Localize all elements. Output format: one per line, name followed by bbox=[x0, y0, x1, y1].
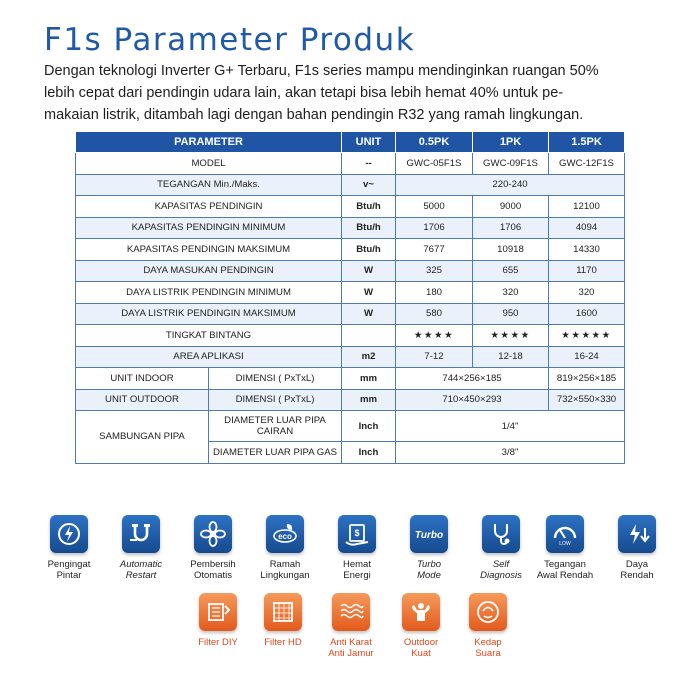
row-param: KAPASITAS PENDINGIN MAKSIMUM bbox=[76, 239, 342, 261]
header-parameter: PARAMETER bbox=[76, 132, 342, 153]
row-param: DAYA LISTRIK PENDINGIN MINIMUM bbox=[76, 282, 342, 304]
smart-reminder-icon bbox=[50, 515, 88, 553]
strong-outdoor-icon bbox=[402, 593, 440, 631]
low-power-icon bbox=[618, 515, 656, 553]
table-row bbox=[76, 282, 625, 304]
table-row-pipe-liquid bbox=[76, 411, 625, 442]
filter-hd-icon bbox=[264, 593, 302, 631]
feature-turbo-mode bbox=[396, 515, 462, 581]
pipe-label: SAMBUNGAN PIPA bbox=[76, 411, 209, 464]
feature-label: Kedap Suara bbox=[474, 637, 502, 659]
indoor-dimension-large: 819×256×185 bbox=[549, 368, 625, 390]
row-param: TEGANGAN Min./Maks. bbox=[76, 174, 342, 196]
feature-filter-hd bbox=[250, 593, 316, 648]
filter-diy-icon bbox=[199, 593, 237, 631]
row-value-05pk: 1706 bbox=[396, 217, 473, 239]
indoor-dimension-label: DIMENSI ( PxTxL) bbox=[209, 368, 342, 390]
feature-pembersih-otomatis bbox=[180, 515, 246, 581]
indoor-dimension-small: 744×256×185 bbox=[396, 368, 549, 390]
intro-line-3: makaian listrik, ditambah lagi dengan bahan pendingin R32 yang ramah lingkungan. bbox=[44, 107, 584, 123]
intro-line-2: lebih cepat dari pendingin udara lain, akan tetapi bisa lebih hemat 40% untuk pe- bbox=[44, 85, 564, 101]
table-row bbox=[76, 196, 625, 218]
feature-label: Outdoor Kuat bbox=[403, 637, 439, 659]
row-unit: Btu/h bbox=[342, 217, 396, 239]
outdoor-dimension-small: 710×450×293 bbox=[396, 389, 549, 411]
row-value-1pk: 950 bbox=[473, 303, 549, 325]
row-value-15pk: 1170 bbox=[549, 260, 625, 282]
header-05pk: 0.5PK bbox=[396, 132, 473, 153]
feature-label: Automatic Restart bbox=[119, 559, 163, 581]
row-value-1pk: 10918 bbox=[473, 239, 549, 261]
feature-label: Anti Karat Anti Jamur bbox=[328, 637, 374, 659]
row-param: KAPASITAS PENDINGIN bbox=[76, 196, 342, 218]
table-header-row bbox=[76, 132, 625, 153]
row-unit: W bbox=[342, 282, 396, 304]
row-unit: -- bbox=[342, 153, 396, 175]
row-value-15pk: 16-24 bbox=[549, 346, 625, 368]
row-value-15pk: 14330 bbox=[549, 239, 625, 261]
table-row bbox=[76, 325, 625, 347]
turbo-icon-text: Turbo bbox=[415, 530, 443, 541]
star-rating-15pk: ★★★★★ bbox=[549, 325, 625, 347]
table-row bbox=[76, 174, 625, 196]
row-param: KAPASITAS PENDINGIN MINIMUM bbox=[76, 217, 342, 239]
energy-save-icon bbox=[338, 515, 376, 553]
feature-self-diagnosis bbox=[468, 515, 534, 581]
pipe-liquid-label: DIAMETER LUAR PIPA CAIRAN bbox=[209, 411, 342, 442]
row-unit: v~ bbox=[342, 174, 396, 196]
row-value-05pk: 7-12 bbox=[396, 346, 473, 368]
row-value-05pk: 180 bbox=[396, 282, 473, 304]
row-value-15pk: 12100 bbox=[549, 196, 625, 218]
feature-hemat-energi bbox=[324, 515, 390, 581]
feature-tegangan-awal-rendah bbox=[532, 515, 598, 581]
row-value-1pk: GWC-09F1S bbox=[473, 153, 549, 175]
row-value-05pk: 7677 bbox=[396, 239, 473, 261]
row-value-1pk: 12-18 bbox=[473, 346, 549, 368]
row-value-15pk: 1600 bbox=[549, 303, 625, 325]
stethoscope-icon bbox=[482, 515, 520, 553]
pipe-gas-value: 3/8" bbox=[396, 442, 625, 464]
row-value-merged: 220-240 bbox=[396, 174, 625, 196]
fan-clean-icon bbox=[194, 515, 232, 553]
indoor-label: UNIT INDOOR bbox=[76, 368, 209, 390]
pipe-gas-unit: Inch bbox=[342, 442, 396, 464]
outdoor-dimension-label: DIMENSI ( PxTxL) bbox=[209, 389, 342, 411]
turbo-icon bbox=[410, 515, 448, 553]
feature-label: Pembersih Otomatis bbox=[190, 559, 236, 581]
row-value-05pk: 325 bbox=[396, 260, 473, 282]
row-value-1pk: 320 bbox=[473, 282, 549, 304]
feature-label: Ramah Lingkungan bbox=[260, 559, 310, 581]
pipe-liquid-value: 1/4" bbox=[396, 411, 625, 442]
feature-filter-diy bbox=[185, 593, 251, 648]
feature-label: Filter DIY bbox=[198, 637, 238, 648]
table-row bbox=[76, 346, 625, 368]
feature-automatic-restart bbox=[108, 515, 174, 581]
row-value-1pk: 9000 bbox=[473, 196, 549, 218]
row-value-1pk: 1706 bbox=[473, 217, 549, 239]
row-param: DAYA MASUKAN PENDINGIN bbox=[76, 260, 342, 282]
row-value-15pk: 4094 bbox=[549, 217, 625, 239]
low-voltage-gauge-icon bbox=[546, 515, 584, 553]
star-rating-05pk: ★★★★ bbox=[396, 325, 473, 347]
table-row-outdoor bbox=[76, 389, 625, 411]
intro-paragraph bbox=[44, 60, 664, 126]
table-row bbox=[76, 239, 625, 261]
row-value-05pk: 580 bbox=[396, 303, 473, 325]
outdoor-dimension-large: 732×550×330 bbox=[549, 389, 625, 411]
feature-label: Self Diagnosis bbox=[480, 559, 522, 581]
row-unit: W bbox=[342, 260, 396, 282]
row-unit: Btu/h bbox=[342, 239, 396, 261]
gauge-icon-text: LOW bbox=[559, 541, 571, 547]
row-value-05pk: 5000 bbox=[396, 196, 473, 218]
feature-label: Daya Rendah bbox=[620, 559, 654, 581]
row-value-15pk: GWC-12F1S bbox=[549, 153, 625, 175]
feature-label: Tegangan Awal Rendah bbox=[536, 559, 594, 581]
svg-text:$: $ bbox=[354, 528, 360, 538]
row-unit: m2 bbox=[342, 346, 396, 368]
row-value-1pk: 655 bbox=[473, 260, 549, 282]
table-row bbox=[76, 260, 625, 282]
page-title: F1s Parameter Produk bbox=[44, 22, 416, 58]
svg-text:eco: eco bbox=[278, 532, 292, 541]
feature-ramah-lingkungan bbox=[252, 515, 318, 581]
row-value-15pk: 320 bbox=[549, 282, 625, 304]
star-rating-1pk: ★★★★ bbox=[473, 325, 549, 347]
pipe-liquid-unit: Inch bbox=[342, 411, 396, 442]
indoor-unit: mm bbox=[342, 368, 396, 390]
anti-rust-icon bbox=[332, 593, 370, 631]
eco-icon bbox=[266, 515, 304, 553]
feature-anti-karat bbox=[318, 593, 384, 659]
row-value-05pk: GWC-05F1S bbox=[396, 153, 473, 175]
feature-pengingat-pintar bbox=[36, 515, 102, 581]
feature-label: Filter HD bbox=[264, 637, 302, 648]
outdoor-unit: mm bbox=[342, 389, 396, 411]
header-unit: UNIT bbox=[342, 132, 396, 153]
table-row bbox=[76, 153, 625, 175]
intro-line-1: Dengan teknologi Inverter G+ Terbaru, F1s series mampu mendinginkan ruangan 50% bbox=[44, 63, 599, 79]
table-row bbox=[76, 217, 625, 239]
parameter-table bbox=[75, 131, 625, 464]
row-param: MODEL bbox=[76, 153, 342, 175]
auto-restart-icon bbox=[122, 515, 160, 553]
outdoor-label: UNIT OUTDOOR bbox=[76, 389, 209, 411]
table-row-indoor bbox=[76, 368, 625, 390]
header-1pk: 1PK bbox=[473, 132, 549, 153]
feature-outdoor-kuat bbox=[388, 593, 454, 659]
feature-label: Turbo Mode bbox=[416, 559, 442, 581]
row-param: TINGKAT BINTANG bbox=[76, 325, 342, 347]
header-15pk: 1.5PK bbox=[549, 132, 625, 153]
table-row bbox=[76, 303, 625, 325]
row-unit: Btu/h bbox=[342, 196, 396, 218]
row-param: DAYA LISTRIK PENDINGIN MAKSIMUM bbox=[76, 303, 342, 325]
feature-label: Hemat Energi bbox=[343, 559, 371, 581]
pipe-gas-label: DIAMETER LUAR PIPA GAS bbox=[209, 442, 342, 464]
feature-label: Pengingat Pintar bbox=[47, 559, 91, 581]
feature-daya-rendah bbox=[604, 515, 670, 581]
silent-icon bbox=[469, 593, 507, 631]
row-unit: W bbox=[342, 303, 396, 325]
row-unit bbox=[342, 325, 396, 347]
row-param: AREA APLIKASI bbox=[76, 346, 342, 368]
feature-kedap-suara bbox=[455, 593, 521, 659]
